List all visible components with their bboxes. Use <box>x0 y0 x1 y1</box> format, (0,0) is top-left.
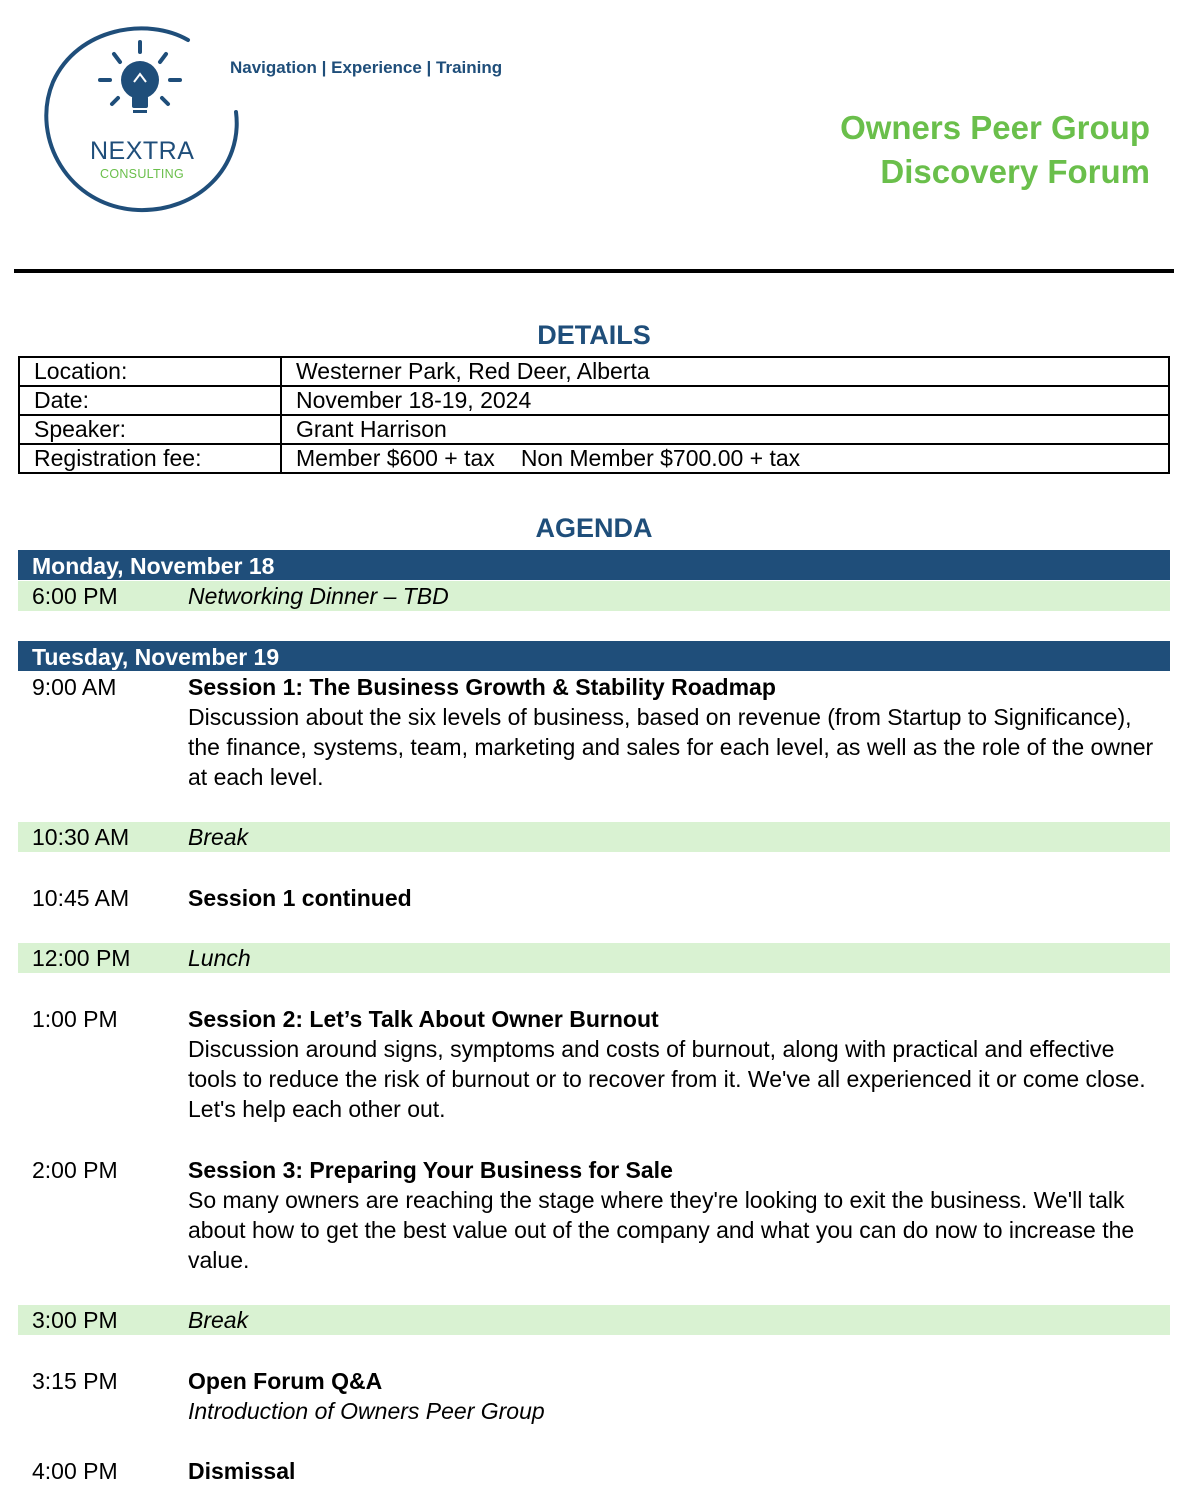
agenda-title: Session 3: Preparing Your Business for Sale <box>188 1157 673 1183</box>
agenda-time: 3:00 PM <box>32 1307 118 1333</box>
list-item <box>18 943 1170 973</box>
details-value: Grant Harrison <box>281 415 1169 444</box>
list-item <box>18 822 1170 852</box>
agenda-time: 2:00 PM <box>32 1157 118 1183</box>
agenda-time: 12:00 PM <box>32 945 131 971</box>
details-heading: DETAILS <box>537 320 651 350</box>
agenda-title: Session 1: The Business Growth & Stability Roadmap <box>188 674 776 700</box>
agenda-heading: AGENDA <box>535 513 653 543</box>
tagline: Navigation | Experience | Training <box>230 58 503 77</box>
lightbulb-icon <box>38 22 248 222</box>
agenda-title: Dismissal <box>188 1458 296 1484</box>
agenda-time: 6:00 PM <box>32 583 118 609</box>
details-label: Registration fee: <box>19 444 281 473</box>
details-value: November 18-19, 2024 <box>281 386 1169 415</box>
agenda-time: 9:00 AM <box>32 674 117 700</box>
agenda-time: 4:00 PM <box>32 1458 118 1484</box>
table-row <box>19 386 1169 415</box>
title-line-2: Discovery Forum <box>880 153 1150 190</box>
agenda-description: Introduction of Owners Peer Group <box>188 1398 545 1424</box>
agenda-description: Discussion around signs, symptoms and costs of burnout, along with practical and effective tools to reduce the risk of burnout or to recover from it. We've all experienced it or come close. Let's help each other out. <box>188 1036 1146 1122</box>
logo-subtext: CONSULTING <box>100 167 185 181</box>
agenda-title: Session 2: Let’s Talk About Owner Burnout <box>188 1006 659 1032</box>
agenda-title: Session 1 continued <box>188 885 412 911</box>
agenda-title: Break <box>188 824 249 850</box>
details-label: Speaker: <box>19 415 281 444</box>
list-item <box>18 1305 1170 1335</box>
day-header-monday: Monday, November 18 <box>18 550 1170 580</box>
agenda-time: 3:15 PM <box>32 1368 118 1394</box>
agenda-description: Discussion about the six levels of business, based on revenue (from Startup to Significance), the finance, systems, team, marketing and sales for each level, as well as the role of the owner at each level. <box>188 704 1154 790</box>
non-member-fee: Non Member $700.00 + tax <box>520 445 801 471</box>
details-label: Date: <box>19 386 281 415</box>
list-item <box>18 581 1170 611</box>
agenda-time: 10:30 AM <box>32 824 130 850</box>
agenda-title: Networking Dinner – TBD <box>188 583 449 609</box>
agenda-title: Open Forum Q&A <box>188 1368 383 1394</box>
table-row <box>19 357 1169 386</box>
agenda-time: 10:45 AM <box>32 885 130 911</box>
title-line-1: Owners Peer Group <box>840 109 1150 146</box>
details-label: Location: <box>19 357 281 386</box>
page-title <box>840 106 1150 194</box>
agenda-title: Break <box>188 1307 249 1333</box>
day-header-tuesday: Tuesday, November 19 <box>18 641 1170 671</box>
details-value: Westerner Park, Red Deer, Alberta <box>281 357 1169 386</box>
logo-wordmark: NEXTRA <box>90 137 195 165</box>
table-row <box>19 444 1169 473</box>
member-fee: Member $600 + tax <box>296 445 495 471</box>
agenda-time: 1:00 PM <box>32 1006 118 1032</box>
details-value <box>281 444 1169 473</box>
table-row <box>19 415 1169 444</box>
agenda-title: Lunch <box>188 945 251 971</box>
agenda-description: So many owners are reaching the stage where they're looking to exit the business. We'll talk about how to get the best value out of the company and what you can do now to increase the value. <box>188 1187 1135 1273</box>
company-logo <box>38 22 248 222</box>
header-divider <box>14 269 1174 273</box>
details-table <box>18 356 1170 474</box>
